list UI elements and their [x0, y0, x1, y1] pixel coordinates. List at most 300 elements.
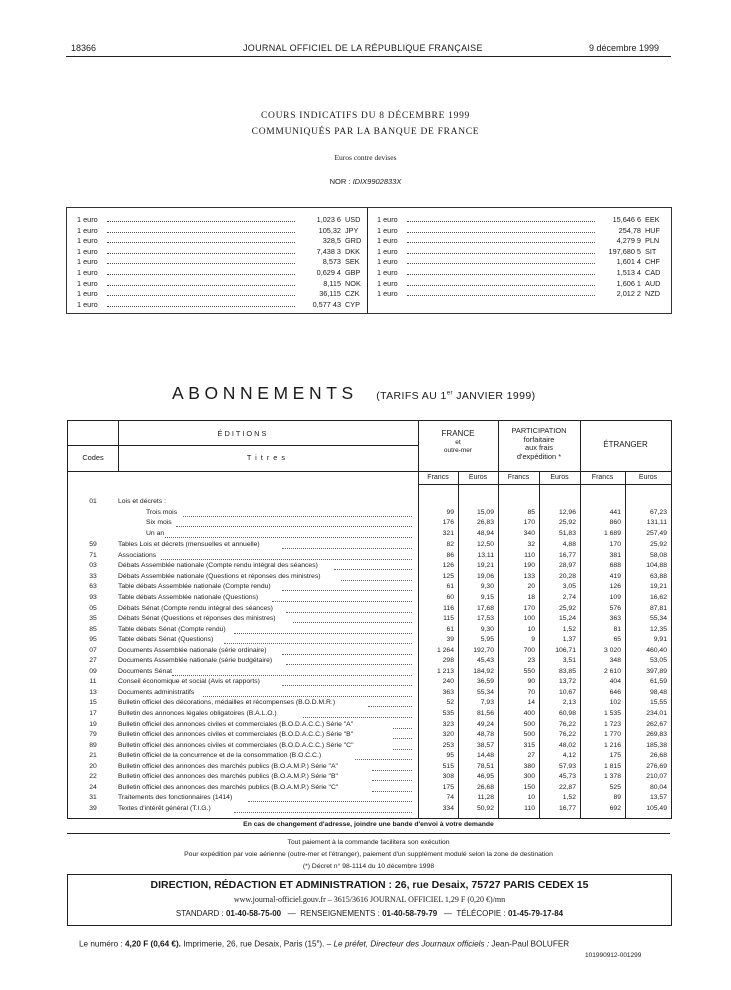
price-cell: 16,77 [558, 804, 576, 812]
row-code: 59 [89, 541, 97, 549]
row-code: 27 [89, 657, 97, 665]
row-title: Débats Sénat (Compte rendu intégral des séances) [118, 604, 273, 612]
price-cell: 126 [442, 562, 454, 570]
row-title: Conseil économique et social (Avis et rapports) [118, 678, 260, 686]
price-cell: 26,83 [476, 519, 494, 527]
row-code: 79 [89, 731, 97, 739]
price-cell: 500 [523, 720, 535, 728]
price-cell: 45,43 [476, 657, 494, 665]
codes-divider [118, 421, 119, 471]
header-francs: Francs [507, 474, 530, 481]
table-row [68, 688, 671, 699]
table-row [68, 804, 671, 815]
leader-dots [165, 537, 412, 538]
currency-label: 1 euro [77, 289, 98, 299]
currency-row [377, 225, 662, 236]
price-cell: 48,94 [476, 529, 494, 537]
price-cell: 192,70 [473, 646, 494, 654]
leader-dots [407, 274, 595, 275]
price-cell: 234,01 [646, 710, 667, 717]
price-cell: 25,92 [649, 541, 667, 549]
row-title: Bulletin officiel des annonces des marchés publics (B.O.A.M.P.) Série "C" [118, 783, 339, 791]
price-cell: 133 [523, 572, 535, 580]
row-code: 09 [89, 667, 97, 675]
row-title: Table débats Assemblée nationale (Questions) [118, 593, 259, 601]
leader-dots [282, 685, 412, 686]
leader-dots [334, 569, 412, 570]
leader-dots [407, 242, 595, 243]
page-number: 18366 [71, 43, 97, 53]
price-cell: 170 [523, 604, 535, 612]
leader-dots [407, 285, 595, 286]
price-cell: 19,21 [649, 583, 667, 591]
currency-value: 8,115 [323, 278, 341, 288]
footer-price: 4,20 F (0,64 €). [124, 939, 181, 949]
inner-divider-france [458, 471, 459, 818]
price-cell: 176 [442, 519, 454, 527]
price-cell: 210,07 [646, 773, 667, 781]
price-cell: 109 [609, 593, 621, 601]
price-cell: 3,05 [562, 583, 576, 591]
currency-label: 1 euro [377, 278, 398, 288]
leader-dots [176, 526, 412, 527]
header-france: FRANCE et outre-mer [441, 429, 475, 455]
header-rule [66, 56, 671, 57]
leader-dots [368, 706, 412, 707]
table-row [68, 518, 671, 529]
price-cell: 76,22 [558, 720, 576, 728]
price-cell: 32 [527, 541, 535, 549]
row-code: 19 [89, 720, 97, 728]
row-code: 89 [89, 741, 97, 749]
price-cell: 700 [523, 646, 535, 654]
row-title: Bulletin officiel des annonces des marchés publics (B.O.A.M.P.) Série "A" [118, 762, 338, 770]
price-cell: 334 [442, 804, 454, 812]
row-title: Documents Sénat [118, 667, 173, 675]
table-row [68, 614, 671, 625]
leader-dots [248, 801, 412, 802]
currency-row [377, 267, 662, 278]
currency-label: 1 euro [77, 236, 98, 246]
currency-code: CAD [645, 268, 661, 277]
price-cell: 61 [446, 583, 454, 591]
leader-dots [224, 643, 413, 644]
leader-dots [234, 812, 412, 813]
price-cell: 692 [609, 804, 621, 812]
price-cell: 460,40 [646, 646, 667, 654]
price-cell: 80,04 [649, 783, 667, 791]
table-row [68, 646, 671, 657]
price-cell: 13,72 [558, 678, 576, 686]
price-cell: 99 [446, 508, 454, 516]
price-cell: 15,09 [476, 508, 494, 516]
price-cell: 9 [531, 636, 535, 644]
currency-label: 1 euro [377, 268, 398, 277]
leader-dots [355, 759, 412, 760]
price-cell: 576 [609, 604, 621, 612]
row-code: 31 [89, 794, 97, 802]
currency-row [377, 246, 662, 257]
row-code: 39 [89, 804, 97, 812]
price-cell: 240 [442, 678, 454, 686]
leader-dots [286, 612, 412, 613]
currency-code: CYP [345, 299, 361, 309]
price-cell: 98,48 [649, 688, 667, 696]
leader-dots [407, 253, 595, 254]
price-cell: 26,68 [476, 783, 494, 791]
row-title: Documents Assemblée nationale (série ordinaire) [118, 646, 267, 654]
row-title: Lois et décrets : [118, 498, 166, 505]
header-rule-2 [68, 471, 671, 472]
price-cell: 48,02 [558, 741, 576, 749]
price-cell: 17,68 [476, 604, 494, 612]
header-euros: Euros [638, 474, 658, 481]
currency-row [77, 267, 362, 278]
row-title: Bulletin officiel des décorations, médailles et récompenses (B.O.D.M.R.) [118, 699, 336, 707]
price-cell: 16,62 [649, 593, 667, 601]
price-cell: 550 [523, 667, 535, 675]
price-cell: 11,28 [477, 794, 494, 802]
header-rule-1 [68, 445, 418, 446]
price-cell: 131,11 [646, 519, 667, 527]
price-cell: 363 [442, 688, 454, 696]
price-cell: 25,92 [558, 604, 576, 612]
abonnements-tarifs: (TARIFS AU 1er JANVIER 1999) [376, 390, 536, 402]
price-cell: 23 [527, 657, 535, 665]
price-cell: 1 815 [603, 762, 621, 770]
price-cell: 15,55 [649, 699, 667, 707]
currency-value: 8,573 [322, 257, 341, 267]
price-cell: 397,89 [646, 667, 667, 675]
currency-label: 1 euro [77, 225, 98, 235]
row-title: Débats Assemblée nationale (Questions et réponses des ministres) [118, 572, 321, 580]
price-cell: 81,56 [476, 710, 494, 717]
price-cell: 28,97 [558, 562, 576, 570]
notice-payment: Tout paiement à la commande facilitera son exécution [287, 839, 450, 846]
nor-code: IDIX9902833X [352, 177, 402, 186]
currency-label: 1 euro [77, 246, 98, 256]
price-cell: 90 [527, 678, 535, 686]
header-etranger: ÉTRANGER [603, 440, 648, 449]
currency-code: NZD [645, 289, 660, 299]
table-row [68, 656, 671, 667]
currency-label: 1 euro [77, 299, 98, 309]
table-row [68, 772, 671, 783]
currency-code: JPY [345, 225, 359, 235]
table-row [68, 709, 671, 720]
price-cell: 27 [527, 752, 535, 760]
currency-code: CZK [345, 289, 360, 299]
row-title: Traitements des fonctionnaires (1414) [118, 794, 233, 802]
cours-title-line1: COURS INDICATIFS DU 8 DÉCEMBRE 1999 [261, 111, 470, 121]
price-cell: 276,69 [646, 762, 667, 770]
row-title: Bulletin officiel des annonces civiles et commerciales (B.O.D.A.C.C.) Série "C" [118, 741, 354, 749]
price-cell: 22,87 [558, 783, 576, 791]
direction-web: www.journal-officiel.gouv.fr – 3615/3616 JOURNAL OFFICIEL 1,29 F (0,20 €)/mn [233, 895, 506, 904]
price-cell: 380 [523, 762, 535, 770]
price-cell: 170 [609, 541, 621, 549]
price-cell: 106,71 [555, 646, 576, 654]
price-cell: 50,92 [476, 804, 494, 812]
price-cell: 323 [442, 720, 454, 728]
price-cell: 253 [442, 741, 454, 749]
row-code: 20 [89, 762, 97, 770]
row-code: 71 [89, 551, 97, 559]
price-cell: 105,49 [646, 804, 667, 812]
leader-dots [393, 728, 412, 729]
table-row [68, 793, 671, 804]
leader-dots [161, 559, 412, 560]
currency-label: 1 euro [377, 246, 398, 256]
table-row [68, 751, 671, 762]
nor-line [0, 177, 731, 186]
price-cell: 175 [609, 752, 621, 760]
leader-dots [203, 696, 412, 697]
price-cell: 1 535 [603, 710, 621, 717]
price-cell: 12,96 [558, 508, 576, 516]
row-title: Documents administratifs [118, 688, 195, 696]
currency-row [77, 235, 362, 246]
footer-prefet: Le préfet, Directeur des Journaux officiels : [333, 939, 490, 949]
leader-dots [372, 770, 412, 771]
journal-title: JOURNAL OFFICIEL DE LA RÉPUBLIQUE FRANÇAISE [243, 43, 483, 53]
header-rule-3 [418, 484, 671, 485]
price-cell: 20 [527, 583, 535, 591]
price-cell: 53,05 [649, 657, 667, 665]
price-cell: 19,21 [476, 562, 494, 570]
currency-row [377, 278, 662, 289]
cours-title-line2: COMMUNIQUÉS PAR LA BANQUE DE FRANCE [251, 127, 480, 137]
price-cell: 14 [527, 699, 535, 707]
price-cell: 262,67 [646, 720, 667, 728]
price-cell: 86 [446, 551, 454, 559]
table-row [68, 497, 671, 508]
currency-value: 2,012 2 [616, 289, 641, 299]
price-cell: 102 [609, 699, 621, 707]
price-cell: 9,30 [480, 583, 494, 591]
price-cell: 20,28 [558, 572, 576, 580]
price-cell: 184,92 [473, 667, 494, 675]
price-cell: 9,30 [480, 625, 494, 633]
row-code: 05 [89, 604, 97, 612]
row-code: 24 [89, 783, 97, 791]
price-cell: 36,59 [476, 678, 494, 686]
price-cell: 57,93 [558, 762, 576, 770]
row-title: Bulletin des annonces légales obligatoires (B.A.L.O.) [118, 710, 277, 717]
currency-code: PLN [645, 236, 660, 246]
leader-dots [372, 791, 412, 792]
row-code: 11 [89, 678, 97, 686]
price-cell: 348 [609, 657, 621, 665]
price-cell: 26,68 [649, 752, 667, 760]
price-cell: 110 [524, 551, 535, 559]
price-cell: 315 [523, 741, 535, 749]
direction-box [67, 874, 672, 926]
leader-dots [393, 749, 412, 750]
row-title: Table débats Assemblée nationale (Compte rendu) [118, 583, 271, 591]
header-titres: Titres [246, 453, 290, 462]
row-title: Trois mois [146, 508, 178, 516]
price-cell: 12,50 [476, 541, 494, 549]
price-cell: 19,06 [476, 572, 494, 580]
leader-dots [107, 263, 295, 264]
price-cell: 45,73 [558, 773, 576, 781]
price-cell: 269,83 [646, 731, 667, 739]
row-code: 35 [89, 615, 97, 623]
currency-row [377, 288, 662, 299]
currency-value: 7,438 3 [316, 246, 341, 256]
leader-dots [293, 622, 413, 623]
header-euros: Euros [550, 474, 569, 481]
price-cell: 300 [523, 773, 535, 781]
currency-code: NOK [345, 278, 361, 288]
price-cell: 320 [442, 731, 454, 739]
price-cell: 95 [446, 752, 454, 760]
abonnements-table [67, 420, 672, 819]
price-cell: 190 [523, 562, 535, 570]
row-code: 13 [89, 688, 97, 696]
price-cell: 185,38 [646, 741, 667, 749]
table-row [68, 561, 671, 572]
price-cell: 2 610 [603, 667, 621, 675]
currency-value: 4,279 9 [616, 236, 641, 246]
currency-label: 1 euro [377, 257, 398, 267]
leader-dots [286, 664, 412, 665]
price-cell: 10 [527, 794, 535, 802]
row-title: Textes d'intérêt général (T.I.G.) [118, 804, 211, 812]
price-cell: 441 [609, 508, 621, 516]
currency-row [77, 299, 362, 310]
price-cell: 1 770 [603, 731, 621, 739]
price-cell: 13,57 [649, 794, 667, 802]
currency-code: HUF [645, 225, 660, 235]
abonnements-title: ABONNEMENTS [172, 383, 358, 403]
row-code: 95 [89, 636, 97, 644]
header-euros: Euros [468, 474, 488, 481]
currency-row [77, 278, 362, 289]
row-code: 17 [89, 710, 97, 717]
price-cell: 13,11 [477, 551, 494, 559]
price-cell: 115 [443, 615, 454, 623]
header-francs: Francs [427, 474, 449, 481]
price-cell: 60,98 [558, 710, 576, 717]
direction-phones: STANDARD : 01-40-58-75-00 — RENSEIGNEMENTS : 01-40-58-79-79 — TÉLÉCOPIE : 01-45-79-17-84 [175, 909, 564, 918]
leader-dots [107, 242, 295, 243]
price-cell: 85 [527, 508, 535, 516]
table-row [68, 741, 671, 752]
price-cell: 18 [527, 593, 535, 601]
price-cell: 860 [609, 519, 621, 527]
price-cell: 2,13 [562, 699, 576, 707]
price-cell: 4,88 [562, 541, 576, 549]
currency-label: 1 euro [377, 289, 398, 299]
currency-value: 36,115 [319, 289, 341, 299]
price-cell: 61,59 [649, 678, 667, 686]
price-cell: 646 [609, 688, 621, 696]
price-cell: 1,37 [562, 636, 576, 644]
currency-label: 1 euro [377, 236, 398, 246]
currency-code: USD [345, 215, 361, 224]
currency-code: AUD [645, 278, 661, 288]
price-cell: 82 [446, 541, 454, 549]
table-row [68, 698, 671, 709]
price-cell: 1,52 [562, 625, 576, 633]
currency-label: 1 euro [77, 268, 98, 277]
price-cell: 5,95 [480, 636, 494, 644]
price-cell: 70 [527, 688, 535, 696]
price-cell: 9,91 [653, 636, 667, 644]
price-cell: 46,95 [476, 773, 494, 781]
row-title: Associations [118, 551, 157, 559]
leader-dots [282, 548, 412, 549]
table-row [68, 635, 671, 646]
currency-label: 1 euro [77, 278, 98, 288]
leader-dots [107, 232, 295, 233]
standard-number: 01-40-58-75-00 [225, 909, 282, 918]
price-cell: 1 264 [436, 646, 454, 654]
currency-code: GBP [345, 268, 361, 277]
price-cell: 12,35 [649, 625, 667, 633]
row-code: 63 [89, 583, 97, 591]
price-cell: 1 378 [603, 773, 621, 781]
price-cell: 49,24 [476, 720, 494, 728]
row-title: Débats Assemblée nationale (Compte rendu intégral des séances) [118, 562, 318, 570]
currency-value: 328,5 [322, 236, 341, 246]
table-row [68, 540, 671, 551]
price-cell: 170 [523, 519, 535, 527]
leader-dots [407, 295, 595, 296]
price-cell: 321 [442, 529, 454, 537]
currency-value: 254,78 [618, 225, 641, 235]
row-code: 22 [89, 773, 97, 781]
price-cell: 16,77 [558, 551, 576, 559]
currency-code: CHF [645, 257, 660, 267]
price-cell: 150 [523, 783, 535, 791]
price-cell: 298 [442, 657, 454, 665]
currency-row [377, 214, 662, 225]
header-francs: Francs [591, 474, 614, 481]
currency-code: DKK [345, 246, 361, 256]
nor-label: NOR : [329, 177, 351, 186]
price-cell: 58,08 [649, 551, 667, 559]
currency-value: 0,629 4 [316, 268, 341, 277]
currency-label: 1 euro [377, 225, 398, 235]
header-participation: PARTICIPATION forfaitaire aux frais d'expédition * [511, 426, 567, 461]
leader-dots [407, 232, 595, 233]
price-cell: 3,51 [562, 657, 576, 665]
price-cell: 83,85 [558, 667, 576, 675]
price-cell: 78,51 [476, 762, 494, 770]
currency-value: 1,606 1 [616, 278, 641, 288]
price-cell: 419 [609, 572, 621, 580]
price-cell: 535 [442, 710, 454, 717]
row-code: 33 [89, 572, 97, 580]
currency-value: 0,577 43 [312, 299, 341, 309]
currency-row [77, 288, 362, 299]
price-cell: 1 723 [603, 720, 621, 728]
leader-dots [107, 221, 295, 222]
currency-code: SIT [645, 246, 657, 256]
row-code: 21 [89, 752, 97, 760]
price-cell: 110 [524, 804, 535, 812]
leader-dots [172, 675, 412, 676]
currency-value: 1,023 6 [316, 215, 341, 224]
price-cell: 74 [446, 794, 454, 802]
currency-code: SEK [345, 257, 360, 267]
currency-value: 197,680 5 [608, 246, 641, 256]
table-row [68, 730, 671, 741]
footer-line: Le numéro : 4,20 F (0,64 €). Imprimerie, 26, rue Desaix, Paris (15e). – Le préfet, Directeur des Journaux officiels : Jean-Paul BOLUFER [79, 939, 570, 949]
